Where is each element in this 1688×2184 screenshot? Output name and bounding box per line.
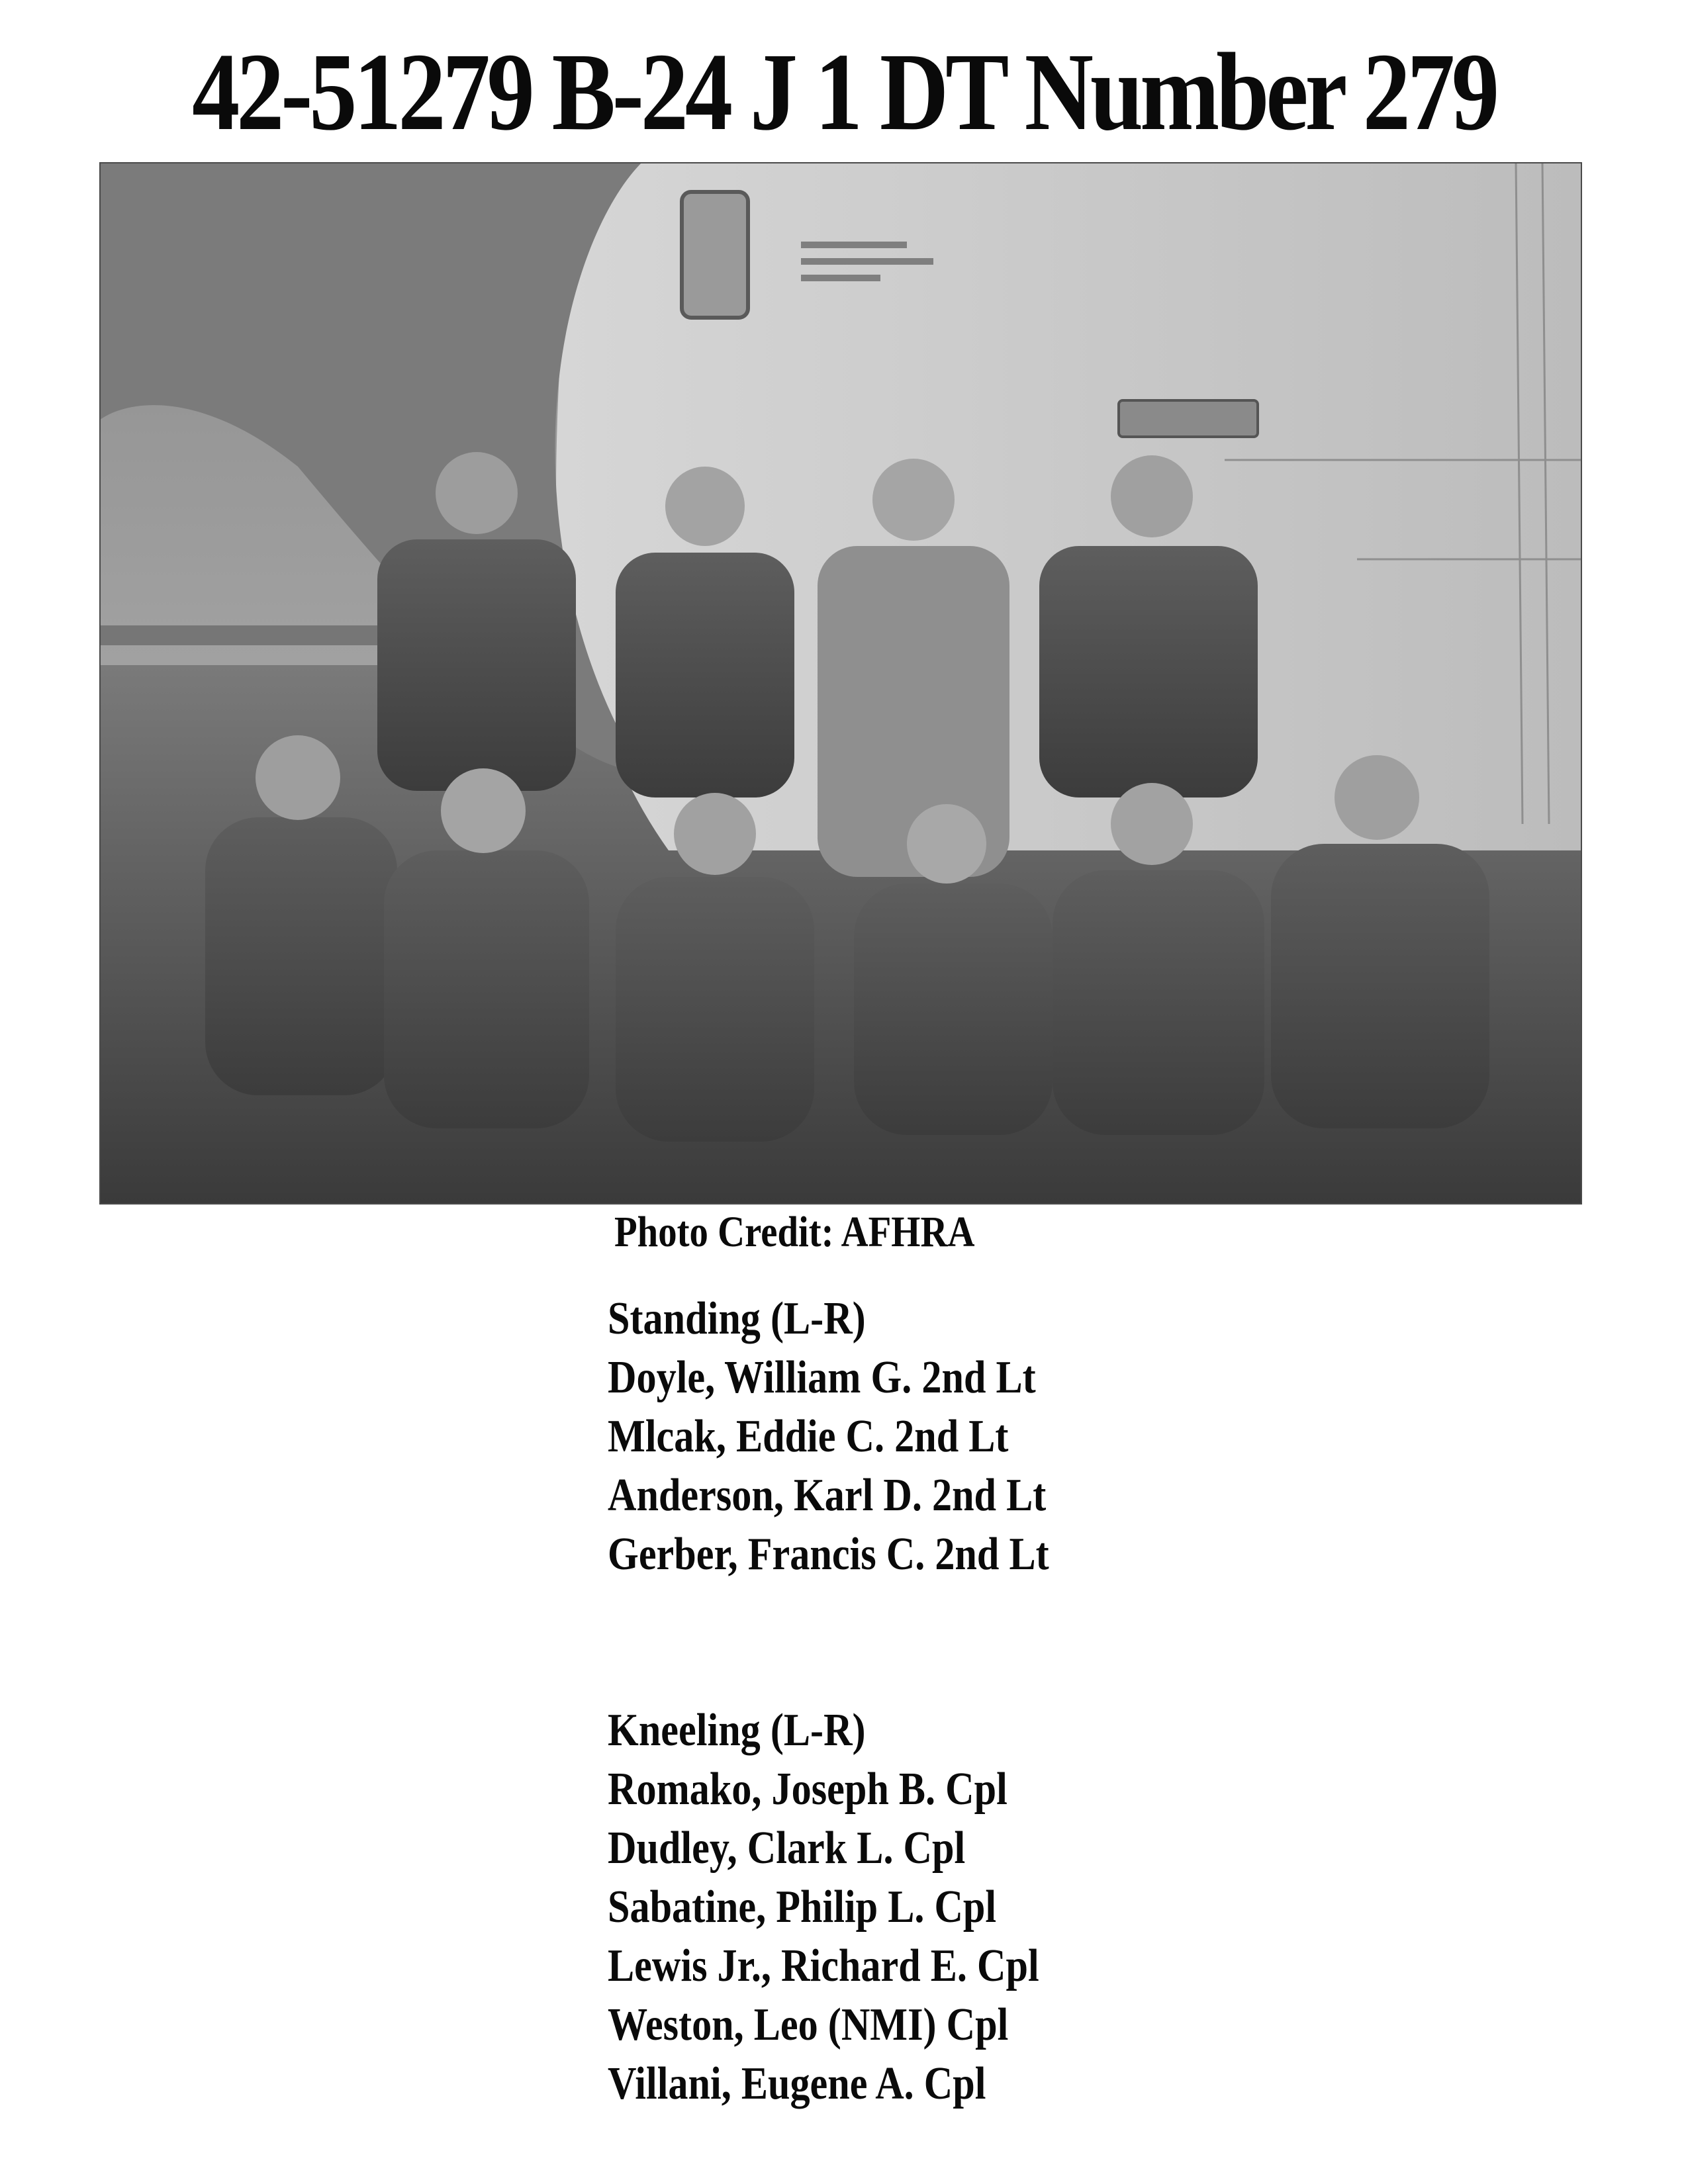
crew-member: Anderson, Karl D. 2nd Lt xyxy=(608,1470,1047,1521)
crew-member: Villani, Eugene A. Cpl xyxy=(608,2058,986,2109)
crew-member: Weston, Leo (NMI) Cpl xyxy=(608,1999,1009,2050)
photo-credit: Photo Credit: AFHRA xyxy=(614,1208,975,1256)
crew-member: Lewis Jr., Richard E. Cpl xyxy=(608,1940,1039,1991)
crew-member: Romako, Joseph B. Cpl xyxy=(608,1764,1008,1815)
standing-heading: Standing (L-R) xyxy=(608,1293,866,1344)
crew-member: Mlcak, Eddie C. 2nd Lt xyxy=(608,1411,1009,1462)
standing-crew-list xyxy=(608,1289,1049,1584)
crew-member: Dudley, Clark L. Cpl xyxy=(608,1823,966,1874)
crew-member: Sabatine, Philip L. Cpl xyxy=(608,1882,997,1933)
crew-member: Doyle, William G. 2nd Lt xyxy=(608,1352,1036,1403)
crew-photo xyxy=(99,162,1582,1205)
kneeling-crew-list xyxy=(608,1701,1039,2113)
kneeling-heading: Kneeling (L-R) xyxy=(608,1705,866,1756)
crew-member: Gerber, Francis C. 2nd Lt xyxy=(608,1529,1049,1580)
page-title: 42-51279 B-24 J 1 DT Number 279 xyxy=(192,30,1496,154)
